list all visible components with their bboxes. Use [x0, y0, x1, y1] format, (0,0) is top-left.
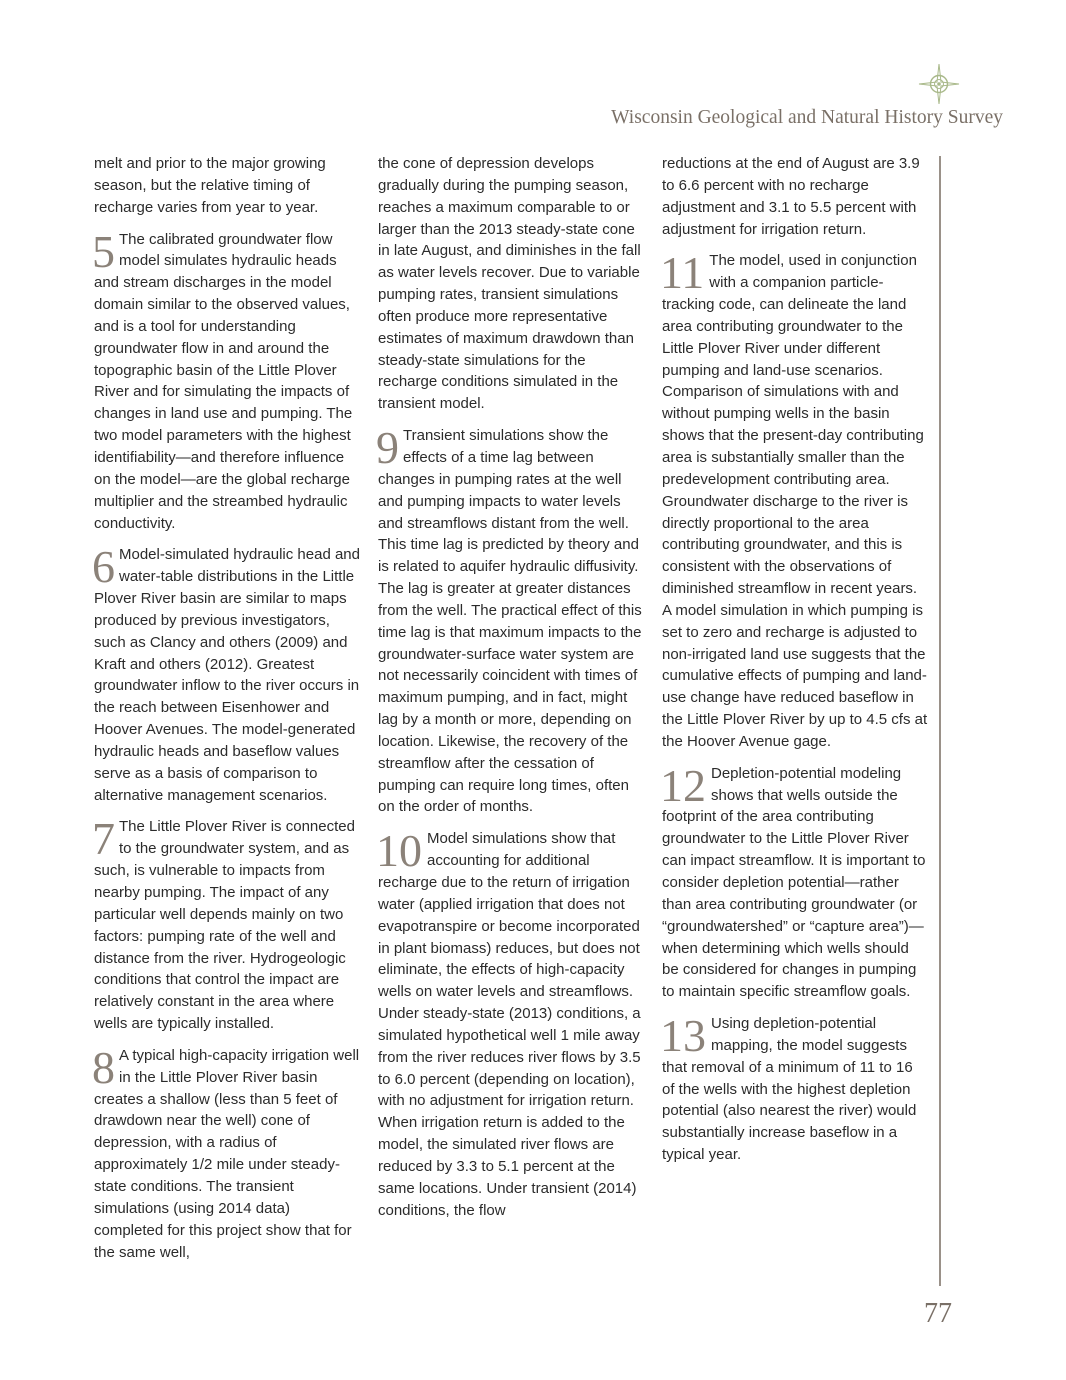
paragraph-text: A typical high-capacity irrigation well in the Little Plover River basin creates a shallow (less than 5 feet of drawdown near the well) cone of depression, with a radius of approximately 1/2 mile under steady-state conditions. The transient simulations (using 2014 data) completed for this project show that for the same well,: [94, 1046, 360, 1261]
drop-cap-number: 10: [376, 825, 422, 877]
paragraph-intro: reductions at the end of August are 3.9 to 6.6 percent with no recharge adjustment and 3.1 to 5.5 percent with adjustment for irrigation return.: [662, 155, 920, 238]
column-2: [378, 153, 644, 1232]
paragraph-text: Model-simulated hydraulic head and water-table distributions in the Little Plover River basin are similar to maps produced by previous investigators, such as Clancy and others (2009) and Kraft and others (2012). Greatest groundwater inflow to the river occurs in the reach between Eisenhower and Hoover Avenues. The model-generated hydraulic heads and baseflow values serve as a basis of comparison to alternative management scenarios.: [94, 546, 360, 804]
page-number: 77: [924, 1298, 952, 1329]
numbered-paragraph-6: [92, 541, 360, 806]
drop-cap-number: 9: [376, 422, 399, 474]
drop-cap-number: 11: [660, 247, 705, 299]
numbered-paragraph-5: [92, 225, 360, 535]
numbered-paragraph-10: [376, 825, 644, 1221]
column-1: [94, 153, 360, 1273]
vertical-divider: [939, 156, 941, 1286]
drop-cap-number: 5: [92, 225, 115, 277]
numbered-paragraph-7: [92, 813, 360, 1034]
paragraph-text: The calibrated groundwater flow model simulates hydraulic heads and stream discharges in the model domain similar to the observed values, and is a tool for understanding groundwater flow in and around the topographic basin of the Little Plover River and for simulating the impacts of changes in land use and pumping. The two model parameters with the highest identifiability—and therefore influence on the model—are the global recharge multiplier and the streambed hydraulic conductivity.: [94, 230, 353, 532]
paragraph-text: Transient simulations show the effects of a time lag between changes in pumping rates at the well and pumping impacts to water levels and streamflows distant from the well. This time lag is predicted by theory and is related to aquifer hydraulic diffusivity. The lag is greater at greater distances from the well. The practical effect of this time lag is that maximum impacts to the groundwater-surface water system are not necessarily coincident with times of maximum pumping, and in fact, might lag by a month or more, depending on location. Likewise, the recovery of the streamflow after the cessation of pumping can require long times, often on the order of months.: [378, 427, 642, 816]
numbered-paragraph-8: [92, 1041, 360, 1263]
header-title: Wisconsin Geological and Natural History Survey: [611, 107, 1003, 128]
numbered-paragraph-9: [376, 422, 644, 818]
drop-cap-number: 6: [92, 541, 115, 593]
paragraph-intro: melt and prior to the major growing season, but the relative timing of recharge varies from year to year.: [94, 155, 326, 216]
paragraph-text: The Little Plover River is connected to the groundwater system, and as such, is vulnerable to impacts from nearby pumping. The impact of any particular well depends mainly on two factors: pumping rate of the well and distance from the river. Hydrogeologic conditions that control the impact are relatively constant in the area where wells are typically installed.: [94, 818, 355, 1033]
drop-cap-number: 8: [92, 1041, 115, 1093]
drop-cap-number: 7: [92, 813, 115, 865]
paragraph-text: The model, used in conjunction with a companion particle-tracking code, can delineate the land area contributing groundwater to the Little Plover River under different pumping and land-use scenarios. Comparison of simulations with and without pumping wells in the basin shows that the present-day contributing area is substantially smaller than the predevelopment contributing area. Groundwater discharge to the river is directly proportional to the area contributing groundwater, and this is consistent with the observations of diminished streamflow in recent years. A model simulation in which pumping is set to zero and recharge is adjusted to non-irrigated land use suggests that the cumulative effects of pumping and land-use change have reduced baseflow in the Little Plover River by up to 4.5 cfs at the Hoover Avenue gage.: [662, 252, 928, 750]
drop-cap-number: 12: [660, 759, 706, 811]
drop-cap-number: 13: [660, 1010, 706, 1062]
paragraph-text: Model simulations show that accounting for additional recharge due to the return of irrigation water (applied irrigation that does not evapotranspire or become incorporated in plant biomass) reduces, but does not eliminate, the effects of high-capacity wells on water levels and streamflows. Under steady-state (2013) conditions, a simulated hypothetical well 1 mile away from the river reduces river flows by 3.5 to 6.0 percent (depending on location), with no adjustment for irrigation return. When irrigation return is added to the model, the simulated river flows are reduced by 3.3 to 5.1 percent at the same locations. Under transient (2014) conditions, the flow: [378, 830, 641, 1219]
numbered-paragraph-11: [660, 247, 928, 752]
paragraph-intro: the cone of depression develops gradually during the pumping season, reaches a maximum comparable to or larger than the 2013 steady-state cone in late August, and diminishes in the fall as water levels recover. Due to variable pumping rates, transient simulations often produce more representative estimates of maximum drawdown than steady-state simulations for the recharge conditions simulated in the transient model.: [378, 155, 641, 413]
paragraph-text: Depletion-potential modeling shows that wells outside the footprint of the area contributing groundwater to the Little Plover River can impact streamflow. It is important to consider depletion potential—rather than area contributing groundwater (or “groundwatershed” or “capture area”)—when determining which wells should be considered for changes in pumping to maintain specific streamflow goals.: [662, 764, 926, 1001]
column-3: [662, 153, 928, 1176]
compass-rose-icon: [918, 63, 960, 105]
numbered-paragraph-12: [660, 759, 928, 1003]
paragraph-text: Using depletion-potential mapping, the model suggests that removal of a minimum of 11 to 16 of the wells with the highest depletion potential (also nearest the river) would substantially increase baseflow in a typical year.: [662, 1015, 917, 1164]
numbered-paragraph-13: [660, 1010, 928, 1166]
